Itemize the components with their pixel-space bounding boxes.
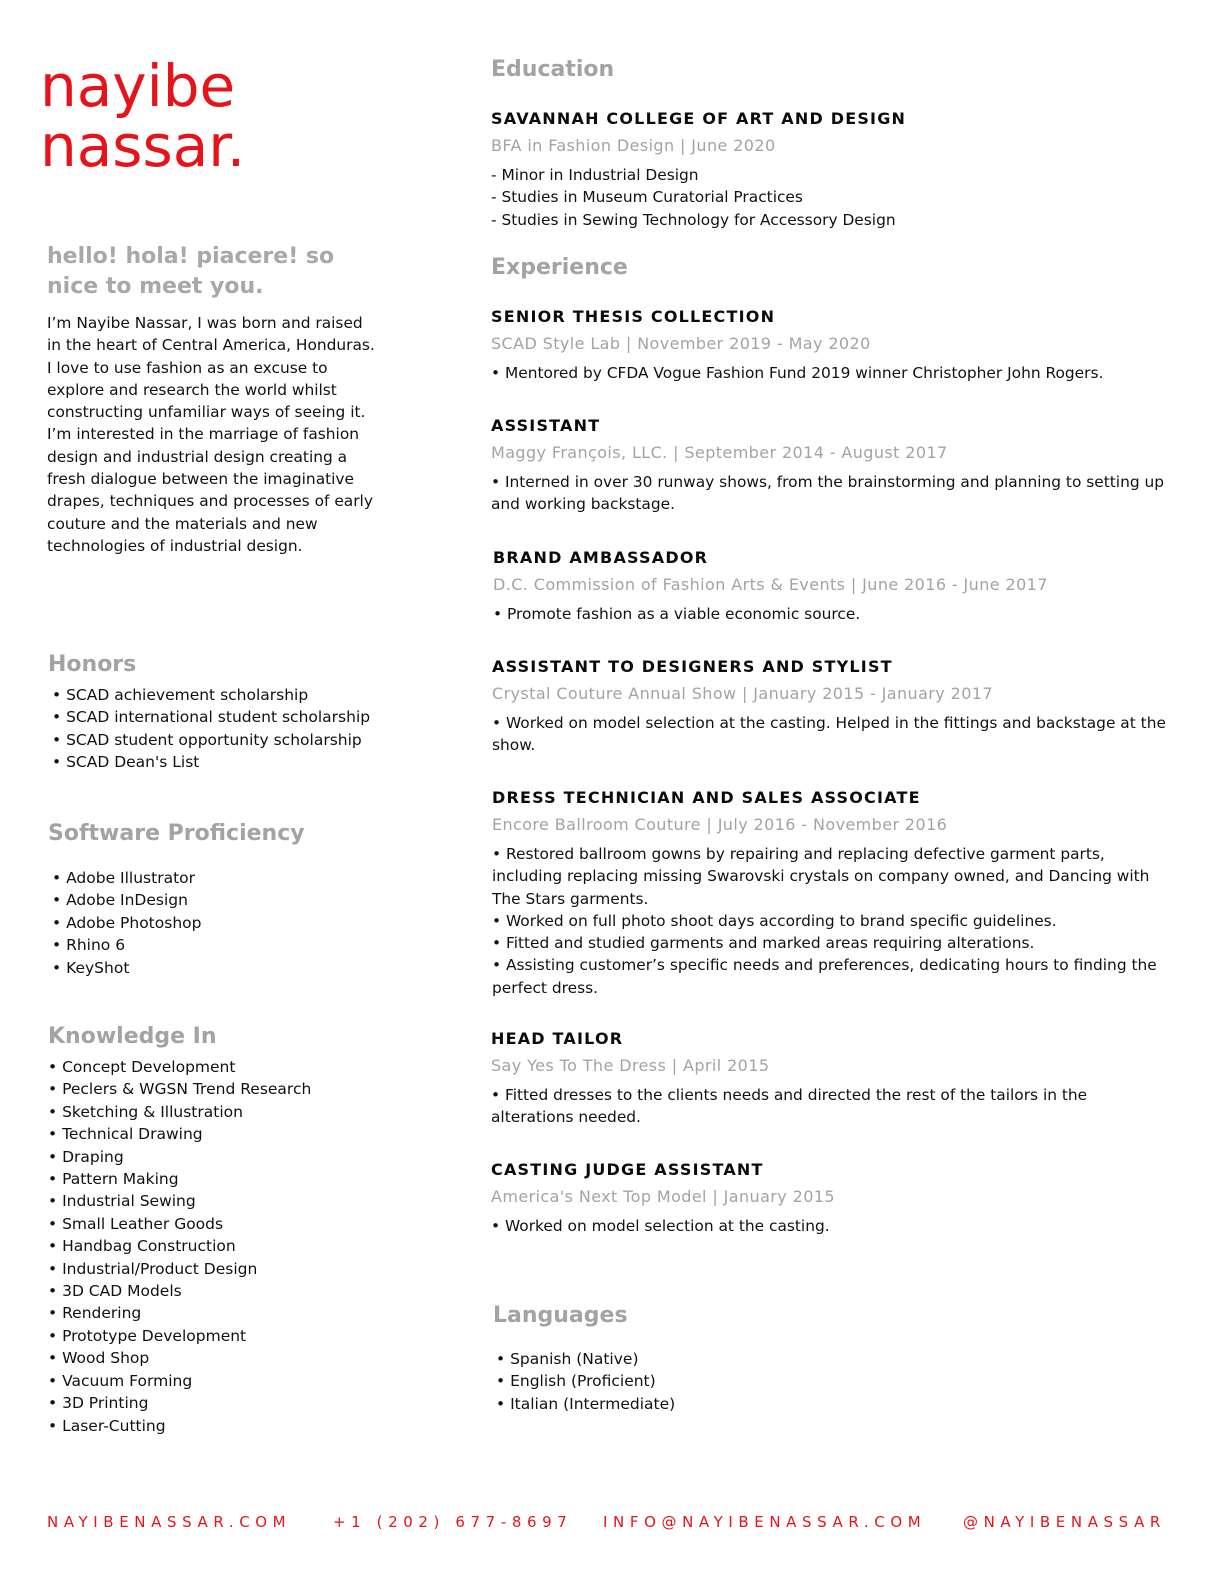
list-item: • Sketching & Illustration — [48, 1101, 311, 1123]
intro-paragraph: I’m Nayibe Nassar, I was born and raised in the heart of Central America, Honduras. I love to use fashion as an excuse to explore and research the world whilst constructing unfamiliar ways of seeing it. I’m interested in the marriage of fashion design and industrial design creating a fresh dialogue between the imaginative drapes, techniques and processes of early couture and the materials and new technologies of industrial design. — [47, 314, 375, 555]
degree: BFA in Fashion Design | June 2020 — [491, 136, 776, 155]
job-title: CASTING JUDGE ASSISTANT — [491, 1160, 764, 1179]
knowledge-section — [48, 1023, 311, 1437]
list-item: • Laser-Cutting — [48, 1415, 311, 1437]
job-description — [492, 843, 1168, 999]
education-notes — [491, 164, 1167, 231]
job-bullet: • Worked on model selection at the casting. Helped in the fittings and backstage at the show. — [492, 714, 1166, 755]
languages-heading: Languages — [493, 1303, 628, 1328]
job-subtitle: Encore Ballroom Couture | July 2016 - November 2016 — [492, 815, 948, 834]
job-bullet: • Worked on full photo shoot days according to brand specific guidelines. — [492, 911, 1057, 930]
list-item: • SCAD achievement scholarship — [52, 684, 370, 706]
list-item: • Wood Shop — [48, 1347, 311, 1369]
job-title: ASSISTANT TO DESIGNERS AND STYLIST — [492, 657, 893, 676]
list-item: • Peclers & WGSN Trend Research — [48, 1078, 311, 1100]
list-item: • Concept Development — [48, 1056, 311, 1078]
list-item: • Adobe Illustrator — [52, 867, 305, 889]
job-bullet: • Worked on model selection at the casting. — [491, 1217, 830, 1235]
job-title: HEAD TAILOR — [491, 1029, 624, 1048]
job-subtitle: America's Next Top Model | January 2015 — [491, 1187, 835, 1206]
social-handle-link[interactable]: @NAYIBENASSAR — [963, 1513, 1166, 1531]
job-description — [493, 603, 1169, 625]
job-bullet: • Fitted dresses to the clients needs and directed the rest of the tailors in the alterations needed. — [491, 1086, 1088, 1127]
list-item: • Spanish (Native) — [496, 1348, 675, 1370]
school-name: SAVANNAH COLLEGE OF ART AND DESIGN — [491, 109, 907, 128]
list-item: • Adobe Photoshop — [52, 912, 305, 934]
software-list — [52, 867, 305, 979]
knowledge-heading: Knowledge In — [48, 1024, 217, 1049]
job-subtitle: Crystal Couture Annual Show | January 2015 - January 2017 — [492, 684, 993, 703]
name-last: nassar. — [40, 112, 246, 180]
knowledge-list — [48, 1056, 311, 1437]
job-bullet: • Interned in over 30 runway shows, from the brainstorming and planning to setting up and working backstage. — [491, 473, 1165, 514]
list-item: • Industrial/Product Design — [48, 1258, 311, 1280]
list-item: • Technical Drawing — [48, 1123, 311, 1145]
job-entry — [491, 415, 1167, 516]
job-description — [491, 471, 1167, 516]
honors-section — [48, 651, 370, 774]
greeting: hello! hola! piacere! so nice to meet you. — [47, 244, 335, 299]
job-subtitle: Say Yes To The Dress | April 2015 — [491, 1056, 770, 1075]
list-item: • Rhino 6 — [52, 934, 305, 956]
job-description — [492, 712, 1168, 757]
education-heading: Education — [491, 57, 615, 82]
list-item: • KeyShot — [52, 957, 305, 979]
software-section — [48, 820, 305, 979]
job-description — [491, 362, 1167, 384]
list-item: • SCAD Dean's List — [52, 751, 370, 773]
job-title: ASSISTANT — [491, 416, 601, 435]
list-item: - Minor in Industrial Design — [491, 166, 699, 184]
job-entry — [492, 656, 1168, 757]
job-subtitle: Maggy François, LLC. | September 2014 - August 2017 — [491, 443, 948, 462]
list-item: • Pattern Making — [48, 1168, 311, 1190]
experience-heading: Experience — [491, 255, 628, 280]
honors-heading: Honors — [48, 652, 137, 677]
list-item: • 3D Printing — [48, 1392, 311, 1414]
list-item: • Vacuum Forming — [48, 1370, 311, 1392]
list-item: • Handbag Construction — [48, 1235, 311, 1257]
email-link[interactable]: INFO@NAYIBENASSAR.COM — [603, 1513, 927, 1531]
education-section — [491, 56, 1167, 231]
languages-section — [493, 1302, 675, 1415]
software-heading: Software Proficiency — [48, 821, 305, 846]
name-heading — [40, 52, 246, 180]
list-item: • Small Leather Goods — [48, 1213, 311, 1235]
list-item: • SCAD international student scholarship — [52, 706, 370, 728]
job-description — [491, 1215, 1167, 1237]
list-item: - Studies in Sewing Technology for Accessory Design — [491, 210, 896, 229]
job-entry — [491, 306, 1167, 384]
list-item: • Adobe InDesign — [52, 889, 305, 911]
job-bullet: • Fitted and studied garments and marked areas requiring alterations. — [492, 934, 1035, 953]
honors-list — [52, 684, 370, 774]
job-title: DRESS TECHNICIAN AND SALES ASSOCIATE — [492, 788, 921, 807]
job-entry — [491, 1159, 1167, 1237]
job-title: BRAND AMBASSADOR — [493, 548, 709, 567]
list-item: • English (Proficient) — [496, 1370, 675, 1392]
list-item: • Draping — [48, 1146, 311, 1168]
list-item: • 3D CAD Models — [48, 1280, 311, 1302]
job-entry — [493, 547, 1169, 625]
list-item: - Studies in Museum Curatorial Practices — [491, 188, 803, 207]
job-bullet: • Assisting customer’s specific needs and preferences, dedicating hours to finding the perfect dress. — [492, 956, 1157, 997]
website-link[interactable]: NAYIBENASSAR.COM — [47, 1513, 292, 1531]
list-item: • Industrial Sewing — [48, 1190, 311, 1212]
phone-number[interactable]: +1 (202) 677-8697 — [333, 1513, 573, 1531]
job-title: SENIOR THESIS COLLECTION — [491, 307, 776, 326]
job-subtitle: SCAD Style Lab | November 2019 - May 2020 — [491, 334, 871, 353]
list-item: • Italian (Intermediate) — [496, 1393, 675, 1415]
job-bullet: • Promote fashion as a viable economic source. — [493, 605, 861, 623]
name-first: nayibe — [40, 52, 236, 120]
list-item: • SCAD student opportunity scholarship — [52, 729, 370, 751]
job-subtitle: D.C. Commission of Fashion Arts & Events | June 2016 - June 2017 — [493, 575, 1048, 594]
job-entry — [491, 1028, 1167, 1129]
list-item: • Rendering — [48, 1302, 311, 1324]
job-description — [491, 1084, 1167, 1129]
list-item: • Prototype Development — [48, 1325, 311, 1347]
job-bullet: • Restored ballroom gowns by repairing and replacing defective garment parts, including replacing missing Swarovski crystals on company owned, and Dancing with The Stars garments. — [492, 845, 1150, 908]
job-entry — [492, 787, 1168, 999]
job-bullet: • Mentored by CFDA Vogue Fashion Fund 2019 winner Christopher John Rogers. — [491, 364, 1104, 382]
languages-list — [496, 1348, 675, 1415]
